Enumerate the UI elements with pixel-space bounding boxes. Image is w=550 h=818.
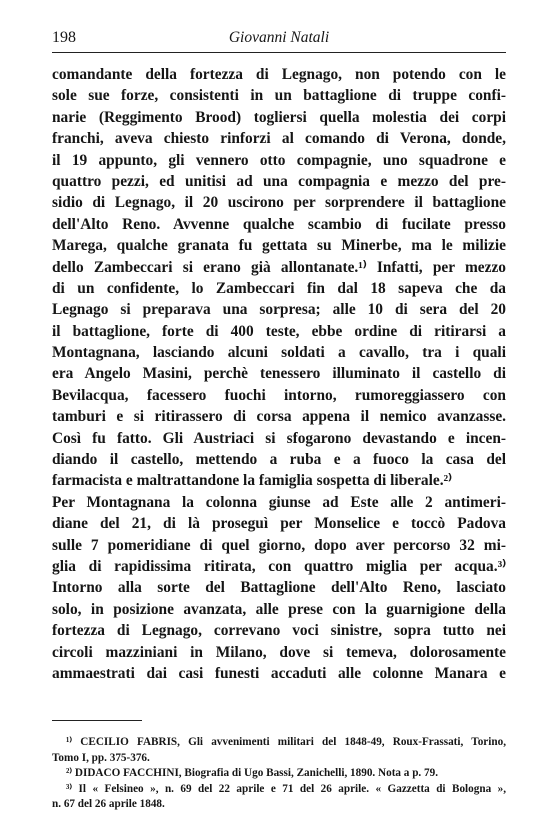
body-line: sidio di Legnago, il 20 uscirono per sorprendere il battaglione <box>52 194 506 212</box>
body-line: Bevilacqua, facessero fuochi intorno, rumoreggiassero con <box>52 386 506 404</box>
footnote-1: ¹⁾ CECILIO FABRIS, Gli avvenimenti militari del 1848-49, Roux-Frassati, Torino, <box>66 736 506 748</box>
body-line: sole sue forze, consistenti in un battaglione di truppe confi- <box>52 87 506 105</box>
footnote-1-cont: Tomo I, pp. 375-376. <box>52 751 150 764</box>
body-line: glia di rapidissima ritirata, con quattro miglia per acqua.³⁾ <box>52 557 506 575</box>
body-line: il 19 appunto, gli vennero otto compagnie, uno squadrone e <box>52 151 506 169</box>
body-line: il battaglione, forte di 400 teste, ebbe ordine di ritirarsi a <box>52 322 506 340</box>
body-line: farmacista e maltrattandone la famiglia sospetta di liberale.²⁾ <box>52 472 452 490</box>
body-line: ammaestrati dai casi funesti accaduti alle colonne Manara e <box>52 664 506 682</box>
body-line: era Angelo Masini, perchè tenessero illuminato il castello di <box>52 365 506 383</box>
body-line: narie (Reggimento Brood) togliersi quella molestia dei corpi <box>52 108 506 126</box>
body-line: Per Montagnana la colonna giunse ad Este alle 2 antimeri- <box>52 493 506 511</box>
body-line: Legnago si preparava una sorpresa; alle 10 di sera del 20 <box>52 301 506 319</box>
header-rule <box>52 52 506 53</box>
body-text <box>52 64 506 684</box>
body-line: Marega, qualche granata fu gettata su Minerbe, ma le milizie <box>52 237 506 255</box>
footnote-rule <box>52 720 142 721</box>
body-line: Montagnana, lasciando alcuni soldati a cavallo, tra i quali <box>52 344 506 362</box>
body-line: Intorno alla sorte del Battaglione dell'Alto Reno, lasciato <box>52 579 506 597</box>
body-line: franchi, aveva chiesto rinforzi al comando di Verona, donde, <box>52 130 506 148</box>
footnote-3: ³⁾ Il « Felsineo », n. 69 del 22 aprile e 71 del 26 aprile. « Gazzetta di Bologna », <box>66 782 506 795</box>
body-line: solo, in posizione avanzata, alle prese con la guarnigione della <box>52 600 506 618</box>
page-number: 198 <box>52 29 76 46</box>
page-header <box>52 29 506 49</box>
footnote-3-cont: n. 67 del 26 aprile 1848. <box>52 798 165 810</box>
body-line: diando il castello, mettendo a ruba e a fuoco la casa del <box>52 451 506 469</box>
body-line: diane del 21, di là proseguì per Monselice e toccò Padova <box>52 515 506 533</box>
body-line: sulle 7 pomeridiane di quel giorno, dopo aver percorso 32 mi- <box>52 536 506 554</box>
running-title: Giovanni Natali <box>228 29 330 46</box>
body-line: di un confidente, lo Zambeccari fin dal 18 sapeva che da <box>52 279 506 297</box>
body-line: dell'Alto Reno. Avvenne qualche scambio di fucilate presso <box>52 215 506 233</box>
body-line: fortezza di Legnago, correvano voci sinistre, sopra tutto nei <box>52 622 506 640</box>
body-line: quattro pezzi, ed unitisi ad una compagnia e mezzo del pre- <box>52 172 506 190</box>
footnote-2: ²⁾ DIDACO FACCHINI, Biografia di Ugo Bassi, Zanichelli, 1890. Nota a p. 79. <box>66 767 438 779</box>
body-line: Così fu fatto. Gli Austriaci si sfogarono devastando e incen- <box>52 429 506 447</box>
body-line: comandante della fortezza di Legnago, non potendo con le <box>52 66 506 83</box>
body-line: dello Zambeccari si erano già allontanate.¹⁾ Infatti, per mezzo <box>52 258 506 276</box>
footnotes <box>52 735 506 813</box>
body-line: circoli mazziniani in Milano, dove si temeva, dolorosamente <box>52 643 506 661</box>
body-line: tamburi e si ritirassero di corsa appena il nemico avanzasse. <box>52 408 506 426</box>
